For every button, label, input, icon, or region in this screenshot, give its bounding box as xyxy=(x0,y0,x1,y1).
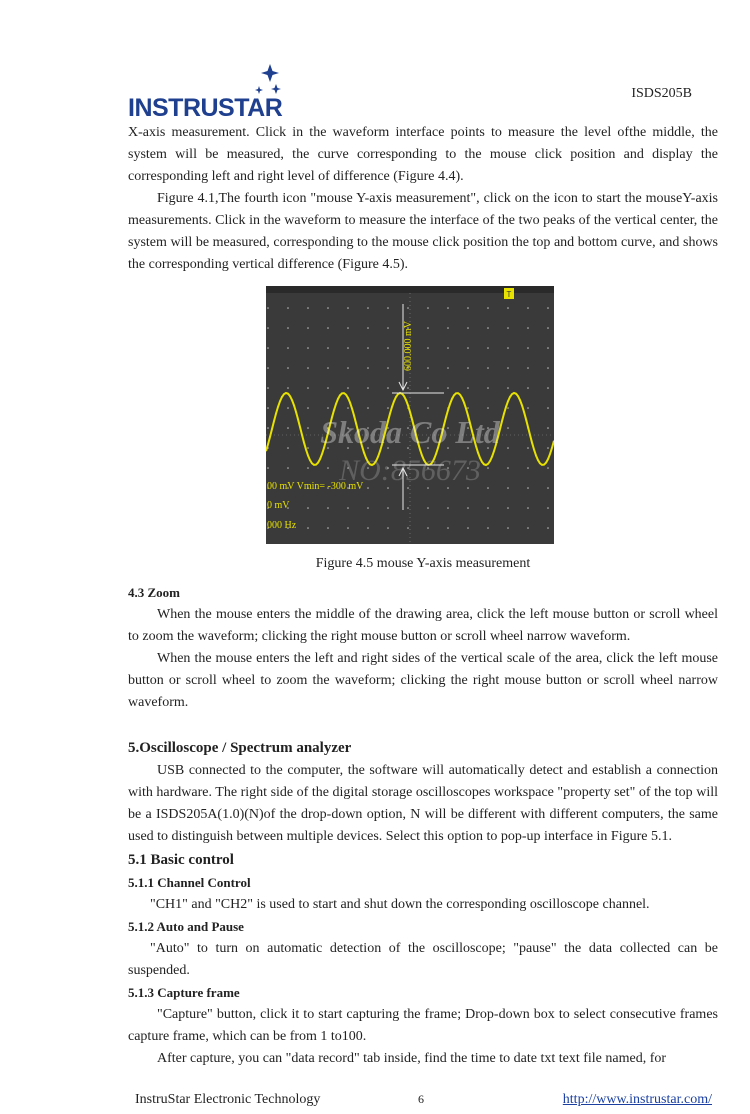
model-name: ISDS205B xyxy=(631,86,692,101)
capture-frame-heading: 5.1.3 Capture frame xyxy=(128,985,240,1000)
capture-frame-paragraph-2: After capture, you can "data record" tab inside, find the time to date txt text file named, for xyxy=(157,1051,667,1066)
page-number: 6 xyxy=(418,1092,424,1106)
basic-control-heading: 5.1 Basic control xyxy=(128,852,234,868)
auto-pause-paragraph: "Auto" to turn on automatic detection of the oscilloscope; "pause" the data collected can be suspended. xyxy=(128,941,718,978)
frequency-readout: 000 Hz xyxy=(267,520,297,531)
voltage-readout-2: 0 mV xyxy=(267,500,290,511)
intro-paragraph-1: X-axis measurement. Click in the waveform interface points to measure the level ofthe middle, the system will be measured, the curve corresponding to the mouse click position and display the corresponding left and right level of difference (Figure 4.4). xyxy=(128,125,718,184)
oscilloscope-section xyxy=(128,736,718,1070)
measurement-label: 600.000 mV xyxy=(403,321,414,371)
zoom-paragraph-2: When the mouse enters the left and right sides of the vertical scale of the area, click the left mouse button or scroll wheel to zoom the waveform; clicking the right mouse button or scroll wheel narrow waveform. xyxy=(128,651,718,710)
logo-text: INSTRUSTAR xyxy=(128,94,283,122)
intro-paragraph-2: Figure 4.1,The fourth icon "mouse Y-axis measurement", click on the icon to start the mouseY-axis measurements. Click in the waveform to measure the interface of the two peaks of the vertical center, the system will be measured, corresponding to the mouse click position the top and bottom curve, and shows the corresponding vertical difference (Figure 4.5). xyxy=(128,191,718,272)
instrustar-logo xyxy=(128,62,308,122)
zoom-heading: 4.3 Zoom xyxy=(128,585,180,600)
section-5-heading: 5.Oscilloscope / Spectrum analyzer xyxy=(128,740,352,756)
zoom-paragraph-1: When the mouse enters the middle of the drawing area, click the left mouse button or scroll wheel to zoom the waveform; clicking the right mouse button or scroll wheel narrow waveform. xyxy=(128,607,718,644)
section-5-paragraph: USB connected to the computer, the software will automatically detect and establish a connection with hardware. The right side of the digital storage oscilloscopes workspace "property set" of the top will be a ISDS205A(1.0)(N)of the drop-down option, N will be different with different computers, the same used to distinguish between multiple devices. Select this option to pop-up interface in Figure 5.1. xyxy=(128,763,718,844)
auto-pause-heading: 5.1.2 Auto and Pause xyxy=(128,919,244,934)
channel-control-paragraph: "CH1" and "CH2" is used to start and shut down the corresponding oscilloscope channel. xyxy=(150,897,650,912)
trigger-marker-label: T xyxy=(506,290,512,299)
zoom-section xyxy=(128,582,718,714)
channel-control-heading: 5.1.1 Channel Control xyxy=(128,875,251,890)
voltage-readout: 00 mV Vmin= -300 mV xyxy=(267,481,364,492)
intro-text xyxy=(128,122,718,276)
watermark-secondary: NO:856673 xyxy=(339,454,481,487)
watermark-primary: Skoda Co Ltd xyxy=(320,414,500,450)
footer-company: InstruStar Electronic Technology xyxy=(135,1092,321,1107)
capture-frame-paragraph-1: "Capture" button, click it to start capturing the frame; Drop-down box to select consecutive frames capture frame, which can be from 1 to100. xyxy=(128,1007,718,1044)
footer-url-link[interactable]: http://www.instrustar.com/ xyxy=(562,1092,712,1107)
oscilloscope-screenshot xyxy=(266,286,554,544)
figure-caption: Figure 4.5 mouse Y-axis measurement xyxy=(315,556,531,571)
